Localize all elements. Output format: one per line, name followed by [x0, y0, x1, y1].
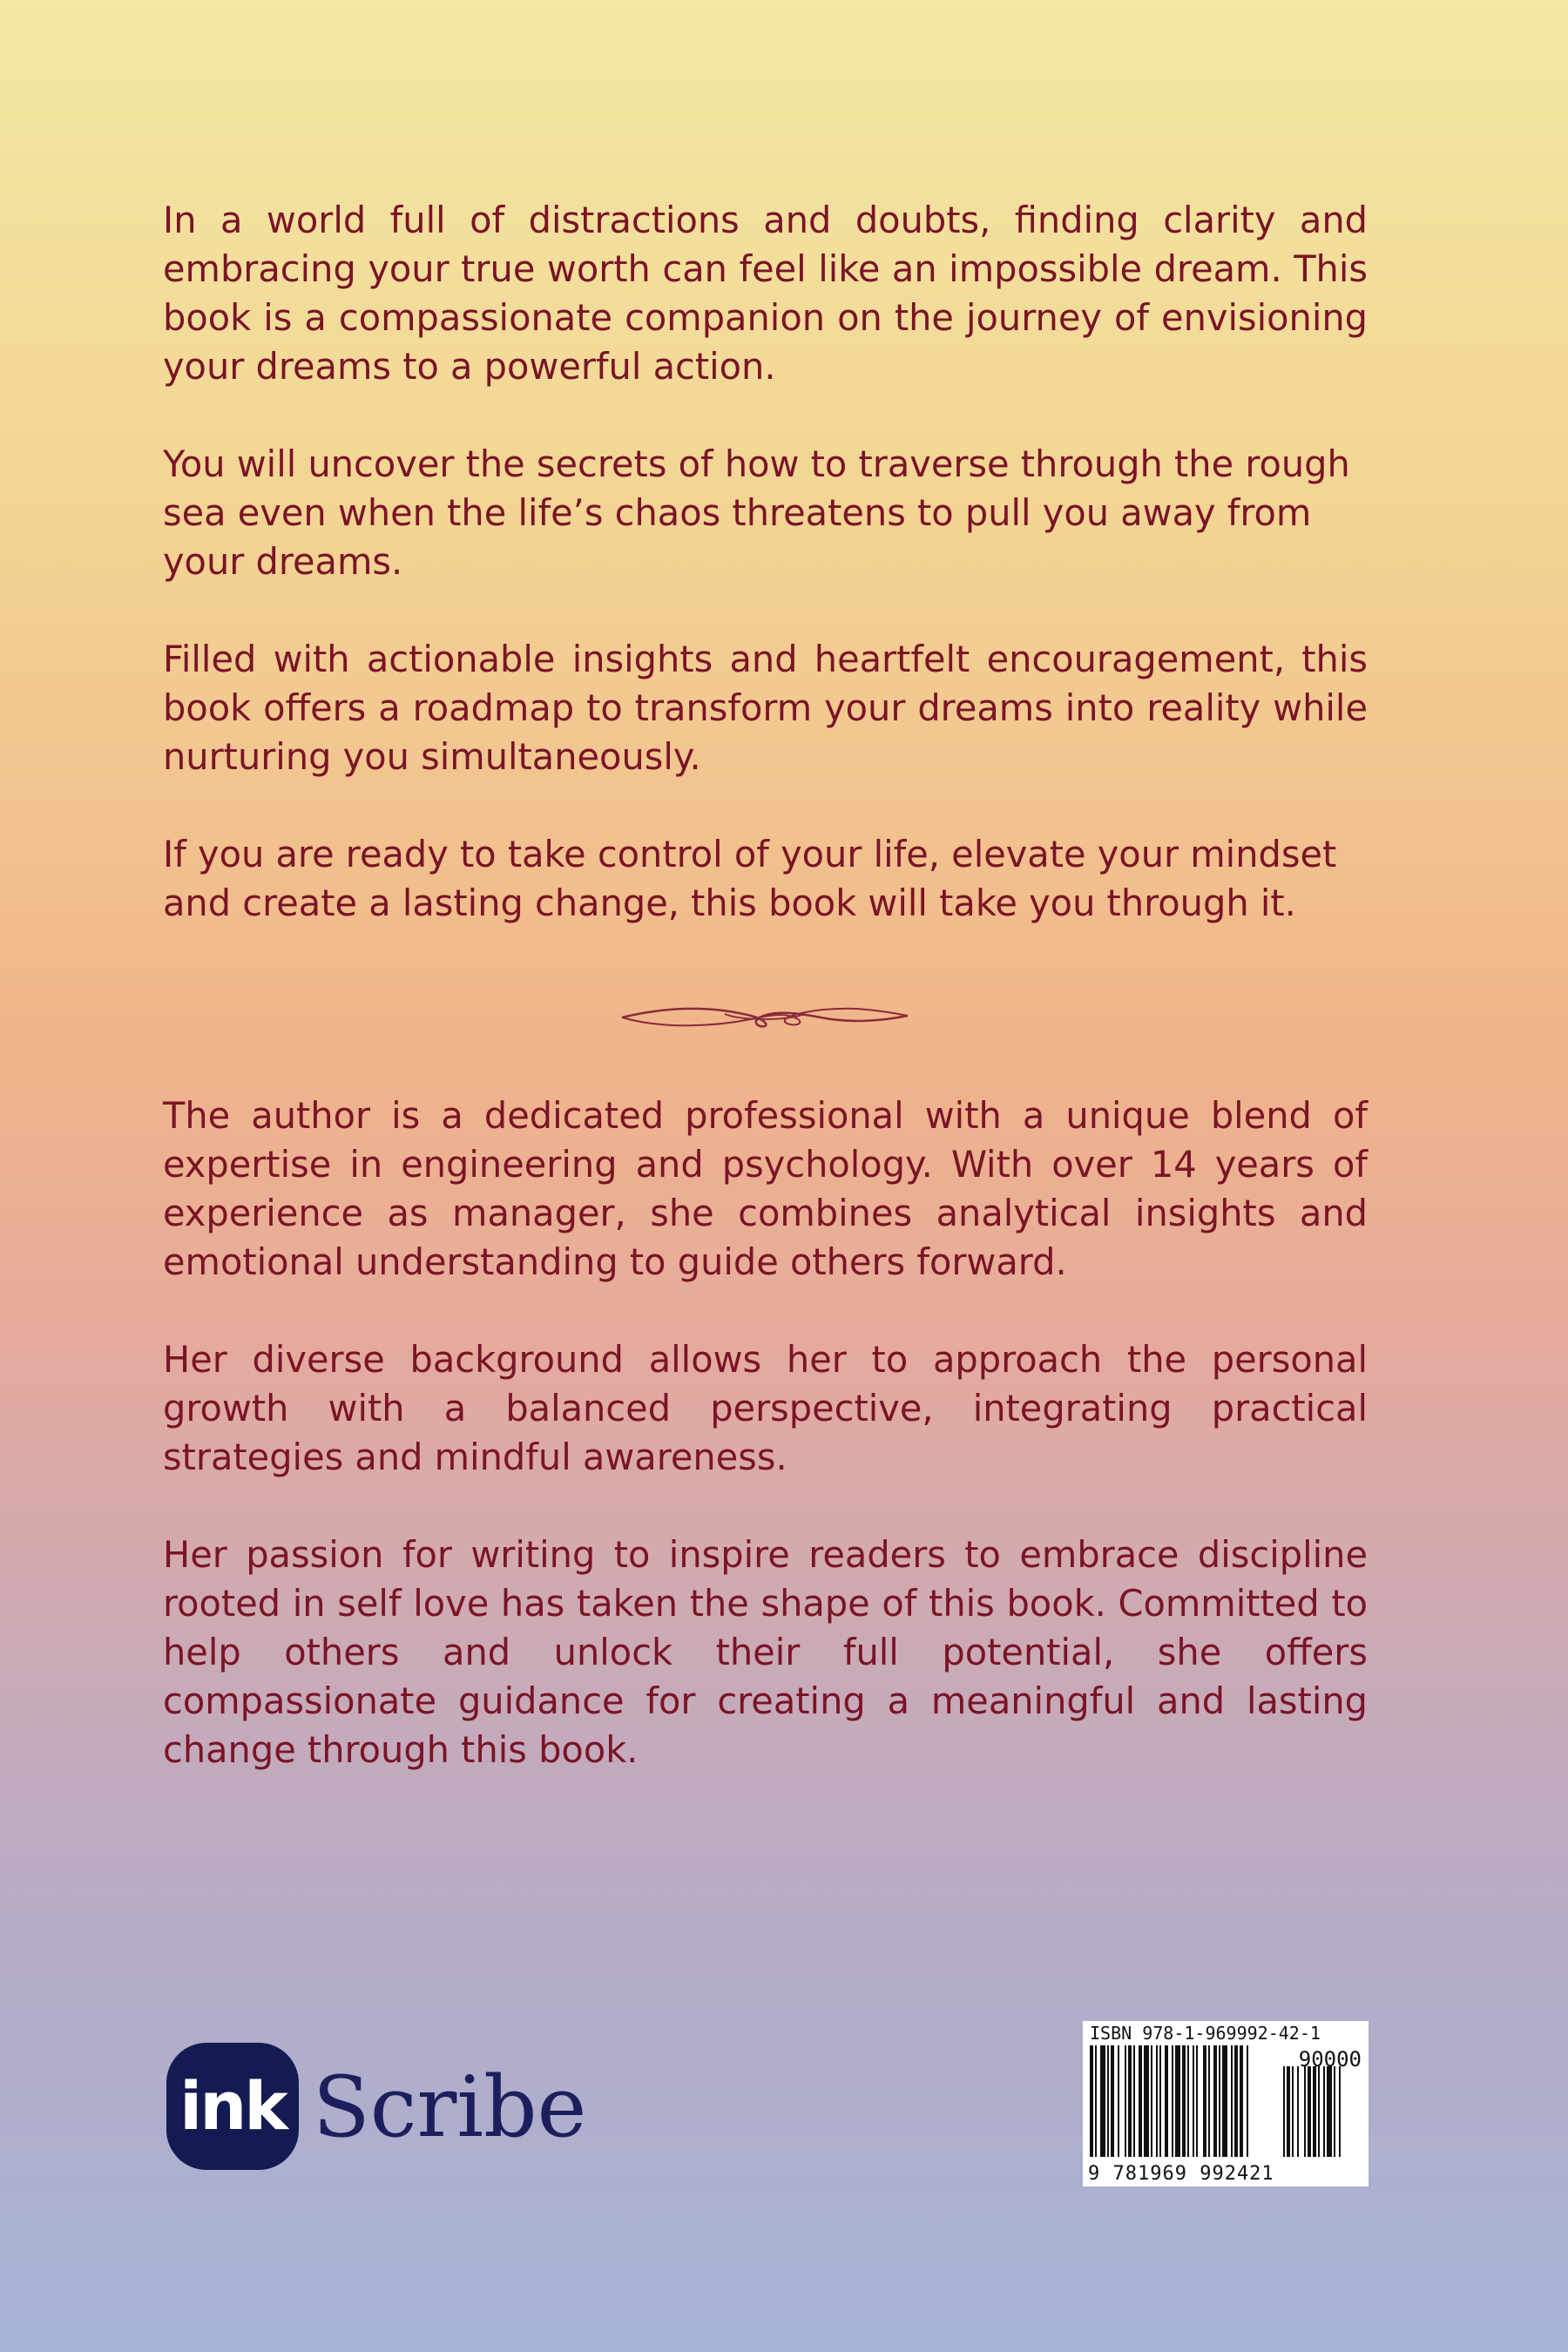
barcode-bar [1095, 2045, 1097, 2157]
barcode-bar [1196, 2045, 1198, 2157]
barcode-bar [1107, 2045, 1109, 2157]
barcode-bar [1172, 2045, 1173, 2157]
barcode-addon-bar [1287, 2066, 1290, 2157]
barcode-addon-bar [1327, 2066, 1332, 2157]
barcode-addon-bar [1339, 2066, 1341, 2157]
synopsis-section [163, 196, 1368, 928]
synopsis-paragraph: Filled with actionable insights and heartfelt encouragement, this book offers a roadmap to transform your dreams into reality while nurturing you simultaneously. [163, 638, 1368, 778]
barcode-bar [1090, 2045, 1093, 2157]
barcode-bar [1118, 2045, 1119, 2157]
barcode-bar [1125, 2045, 1126, 2157]
barcode-bar [1234, 2045, 1238, 2157]
ornament-divider-icon [620, 1000, 909, 1033]
barcode-addon-bar [1283, 2066, 1285, 2157]
barcode-bar [1231, 2045, 1233, 2157]
barcode-bar [1203, 2045, 1206, 2157]
barcode-addon-bar [1292, 2066, 1294, 2157]
barcode-bar [1175, 2045, 1180, 2157]
barcode-addon-bar [1308, 2066, 1311, 2157]
barcode-bar [1240, 2045, 1243, 2157]
barcode-bar [1156, 2045, 1158, 2157]
barcode-bar [1219, 2045, 1220, 2157]
barcode-addon-bar [1318, 2066, 1320, 2157]
author-bio-paragraph: Her diverse background allows her to approach the personal growth with a balanced perspective, integrating practical strategies and mindful awareness. [163, 1338, 1368, 1478]
barcode-bar [1111, 2045, 1114, 2157]
barcode-addon-bar [1297, 2066, 1299, 2157]
barcode-addon-bar [1304, 2066, 1306, 2157]
isbn-barcode [1083, 2021, 1369, 2186]
publisher-logo [163, 2043, 587, 2173]
barcode-bar [1128, 2045, 1132, 2157]
synopsis-paragraph: If you are ready to take control of your life, elevate your mindset and create a lasting change, this book will take you through it. [163, 833, 1337, 924]
barcode-bar [1213, 2045, 1217, 2157]
barcode-bar [1100, 2045, 1105, 2157]
barcode-bar [1139, 2045, 1142, 2157]
publisher-logo-badge: ink [166, 2043, 299, 2170]
barcode-bar [1182, 2045, 1186, 2157]
author-bio-section [163, 1092, 1368, 1774]
synopsis-paragraph: You will uncover the secrets of how to traverse through the rough sea even when the life’s chaos threatens to pull you away from your dreams. [163, 443, 1350, 583]
synopsis-paragraph: In a world full of distractions and doubts, finding clarity and embracing your true worth can feel like an impossible dream. This book is a compassionate companion on the journey of envisioning your dreams to a powerful action. [163, 199, 1368, 388]
barcode-addon-bar [1334, 2066, 1335, 2157]
publisher-logo-word: Scribe [313, 2058, 587, 2156]
barcode-bar [1165, 2045, 1168, 2157]
barcode-digits: 9 781969 992421 [1088, 2163, 1274, 2185]
author-bio-paragraph: The author is a dedicated professional with a unique blend of expertise in engineering and psychology. With over 14 years of experience as manager, she combines analytical insights and emotional understanding to guide others forward. [163, 1094, 1368, 1283]
barcode-bar [1144, 2045, 1149, 2157]
barcode-bar [1187, 2045, 1189, 2157]
barcode-addon-bar [1323, 2066, 1325, 2157]
barcode-bar [1247, 2045, 1248, 2157]
barcode-addon-bar [1313, 2066, 1316, 2157]
author-bio-paragraph: Her passion for writing to inspire readers to embrace discipline rooted in self love has taken the shape of this book. Committed to help others and unlock their full potential, she offers compassionate guidance for creating a meaningful and lasting change through this book. [163, 1533, 1368, 1771]
barcode-bar [1159, 2045, 1161, 2157]
barcode-bar [1133, 2045, 1135, 2157]
barcode-bar [1222, 2045, 1227, 2157]
barcode-bar [1151, 2045, 1152, 2157]
barcode-bar [1208, 2045, 1210, 2157]
isbn-label: ISBN 978-1-969992-42-1 [1090, 2023, 1321, 2044]
barcode-addon: 90000 [1298, 2047, 1362, 2072]
barcode-bar [1193, 2045, 1194, 2157]
